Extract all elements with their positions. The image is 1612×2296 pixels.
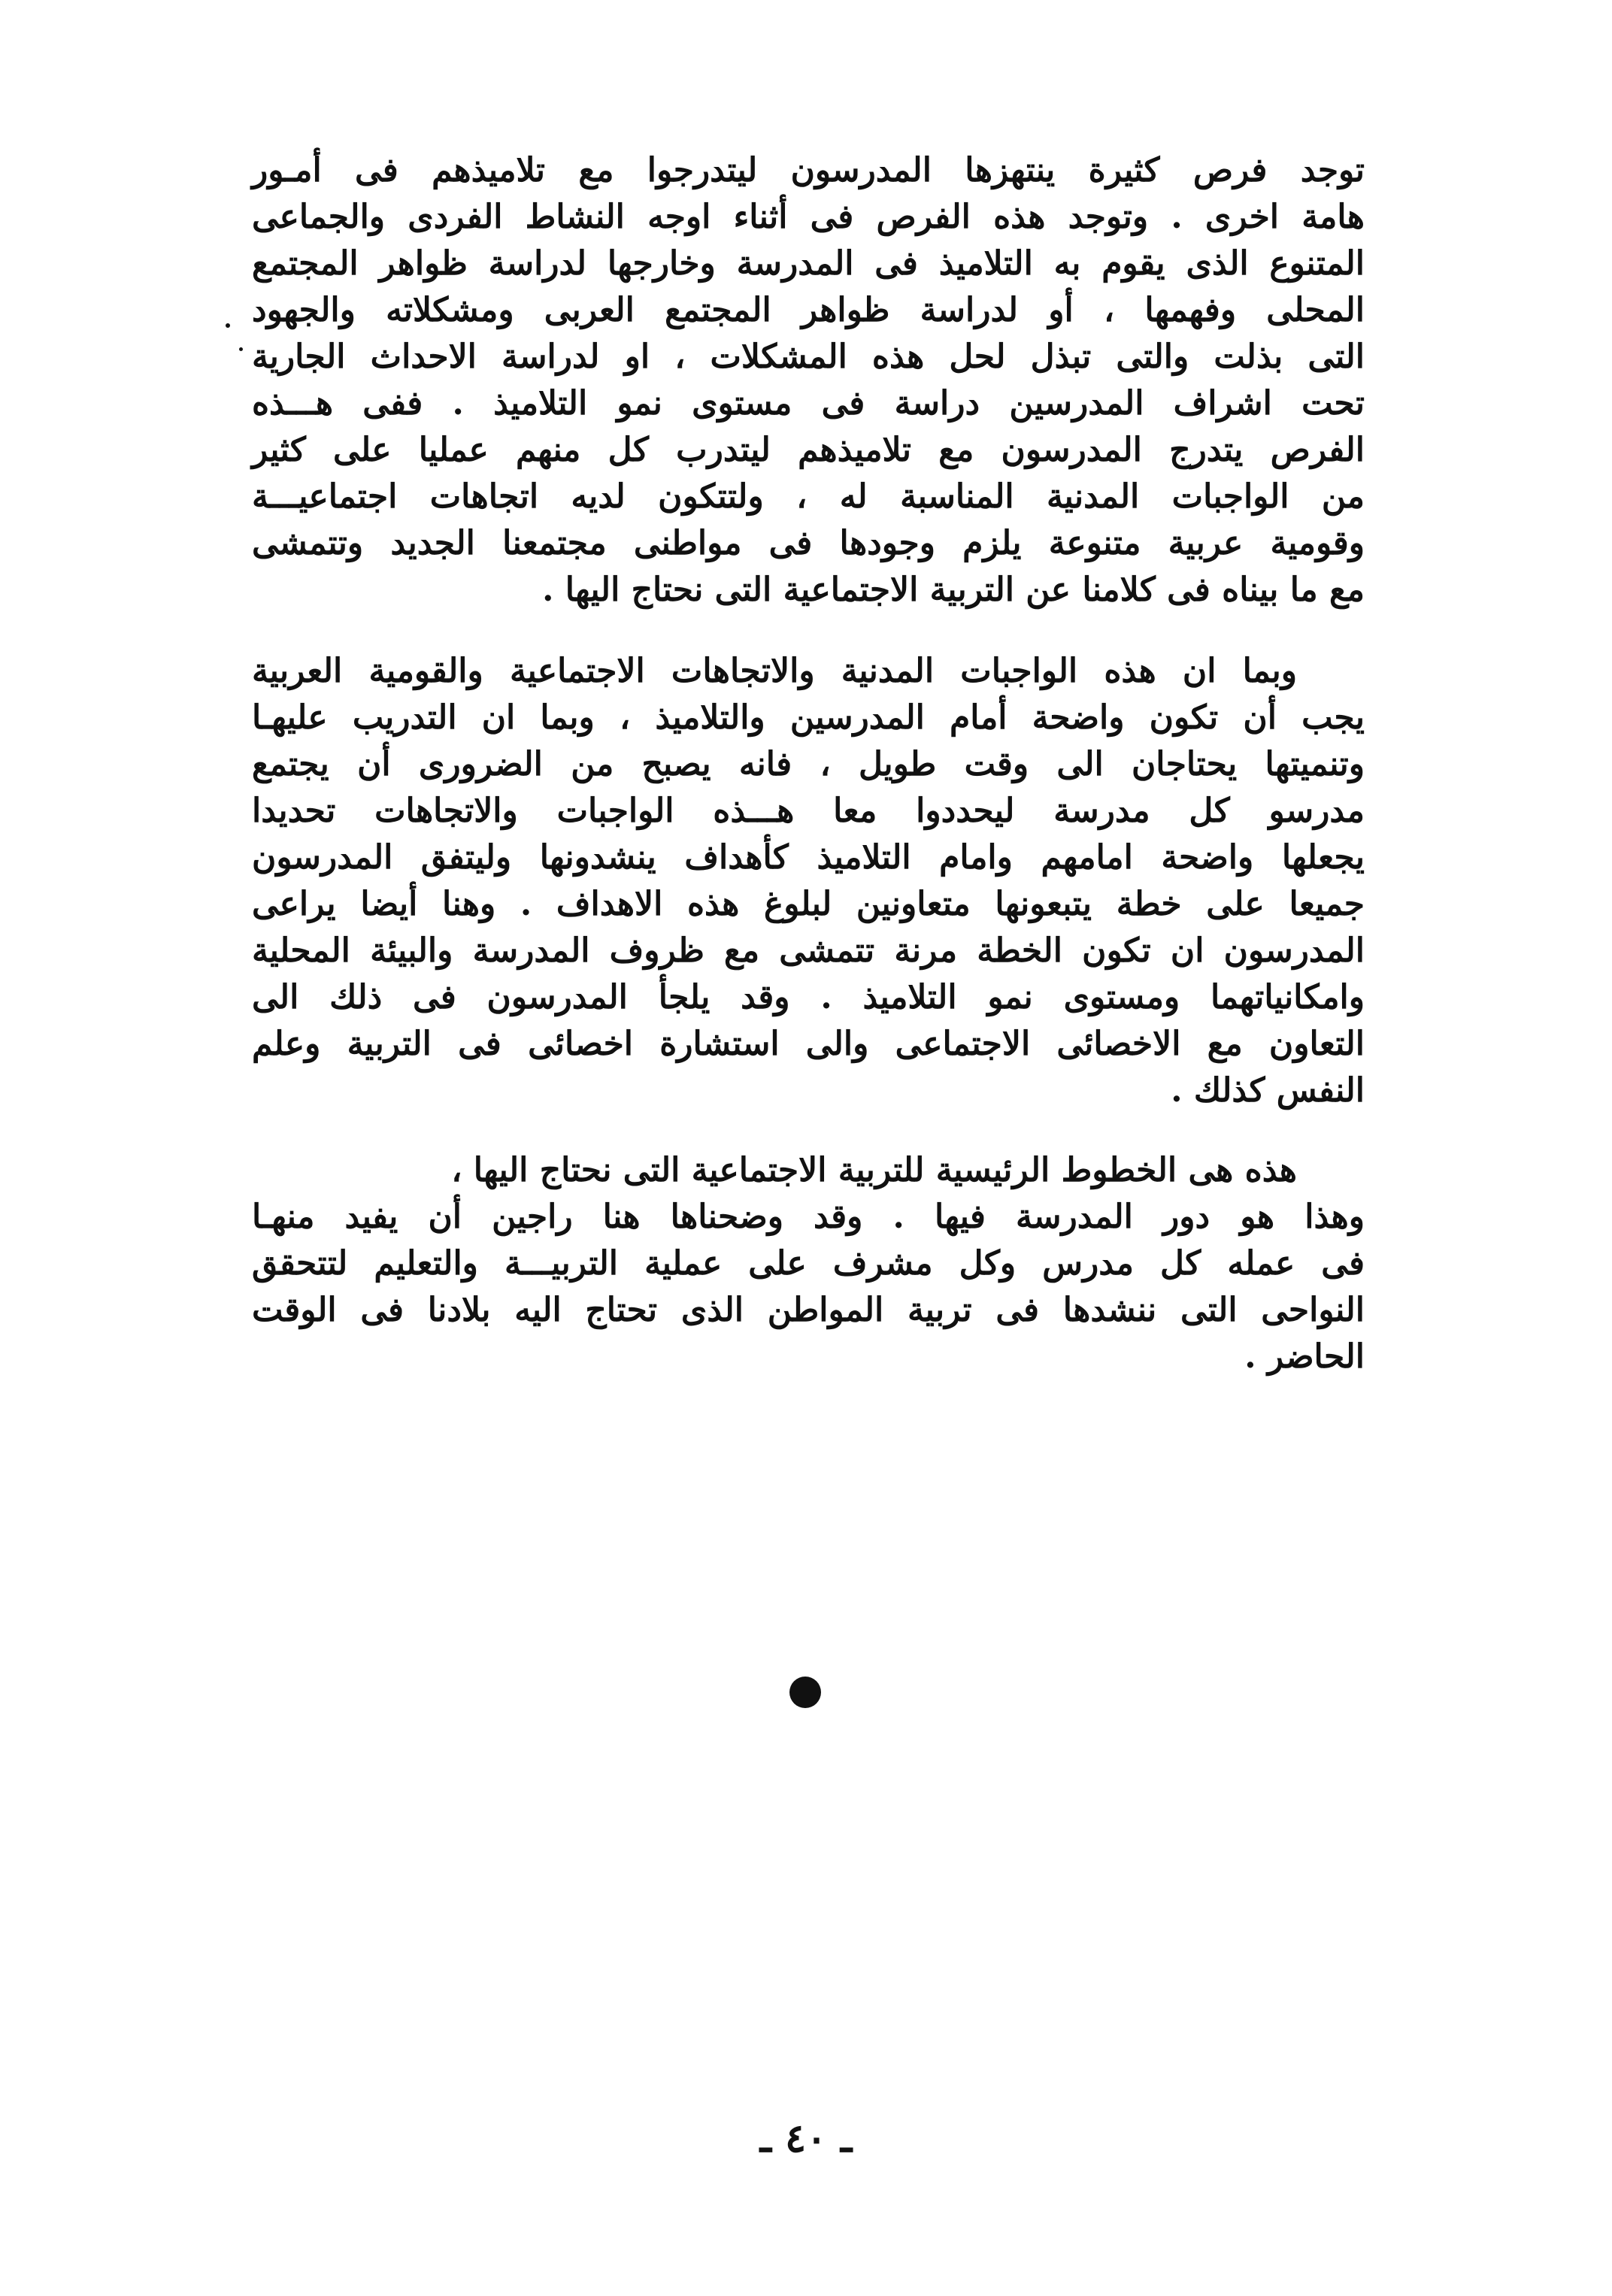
text-line: المتنوع الذى يقوم به التلاميذ فى المدرسة وخارجها لدراسة ظواهر المجتمع [252, 244, 1365, 283]
text-line: المدرسون ان تكون الخطة مرنة تتمشى مع ظروف المدرسة والبيئة المحلية [252, 931, 1365, 970]
text-line: هامة اخرى . وتوجد هذه الفرص فى أثناء اوجه النشاط الفردى والجماعى [252, 198, 1365, 236]
text-line: من الواجبات المدنية المناسبة له ، ولتتكون لديه اتجاهات اجتماعيـــة [252, 477, 1365, 516]
ink-dot-icon [789, 1677, 821, 1708]
paragraph-1 [252, 147, 1365, 613]
text-line: وتنميتها يحتاجان الى وقت طويل ، فانه يصبح من الضرورى أن يجتمع [252, 745, 1365, 783]
text-line: فى عمله كل مدرس وكل مشرف على عملية التربيـــة والتعليم لتتحقق [252, 1244, 1365, 1283]
paragraph-3 [252, 1147, 1365, 1380]
text-line: النواحى التى ننشدها فى تربية المواطن الذى تحتاج اليه بلادنا فى الوقت [252, 1291, 1365, 1329]
text-line: التعاون مع الاخصائى الاجتماعى والى استشارة اخصائى فى التربية وعلم [252, 1025, 1365, 1063]
text-line: التى بذلت والتى تبذل لحل هذه المشكلات ، او لدراسة الاحداث الجارية [252, 338, 1365, 376]
text-line: وامكانياتهما ومستوى نمو التلاميذ . وقد يلجأ المدرسون فى ذلك الى [252, 978, 1365, 1016]
text-line: وقومية عربية متنوعة يلزم وجودها فى مواطنى مجتمعنا الجديد وتتمشى [252, 524, 1365, 562]
text-line: هذه هى الخطوط الرئيسية للتربية الاجتماعية التى نحتاج اليها ، [451, 1151, 1297, 1189]
text-line: المحلى وفهمها ، أو لدراسة ظواهر المجتمع العربى ومشكلاته والجهود [252, 291, 1365, 329]
text-line: وبما ان هذه الواجبات المدنية والاتجاهات الاجتماعية والقومية العربية [252, 652, 1297, 690]
page-number: ـ ٤٠ ـ [759, 2116, 853, 2161]
text-line: الحاضر . [1244, 1337, 1365, 1376]
text-line: جميعا على خطة يتبعونها متعاونين لبلوغ هذه الاهداف . وهنا أيضا يراعى [252, 885, 1365, 923]
text-line: الفرص يتدرج المدرسون مع تلاميذهم ليتدرب كل منهم عمليا على كثير [252, 431, 1365, 469]
scan-speck [239, 347, 243, 351]
text-line: النفس كذلك . [1171, 1071, 1365, 1110]
text-line: يجب أن تكون واضحة أمام المدرسين والتلاميذ ، وبما ان التدريب عليهـا [252, 698, 1365, 737]
text-line: يجعلها واضحة امامهم وامام التلاميذ كأهداف ينشدونها وليتفق المدرسون [252, 838, 1365, 877]
paragraph-2 [252, 648, 1365, 1114]
text-line: وهذا هو دور المدرسة فيها . وقد وضحناها هنا راجين أن يفيد منهـا [252, 1198, 1365, 1236]
scan-speck [226, 323, 230, 328]
text-line: مع ما بيناه فى كلامنا عن التربية الاجتماعية التى نحتاج اليها . [542, 571, 1365, 609]
text-line: مدرسو كل مدرسة ليحددوا معا هـــذه الواجبات والاتجاهات تحديدا [252, 792, 1365, 830]
text-line: توجد فرص كثيرة ينتهزها المدرسون ليتدرجوا مع تلاميذهم فى أمـور [252, 151, 1365, 189]
text-line: تحت اشراف المدرسين دراسة فى مستوى نمو التلاميذ . ففى هـــذه [252, 384, 1365, 423]
